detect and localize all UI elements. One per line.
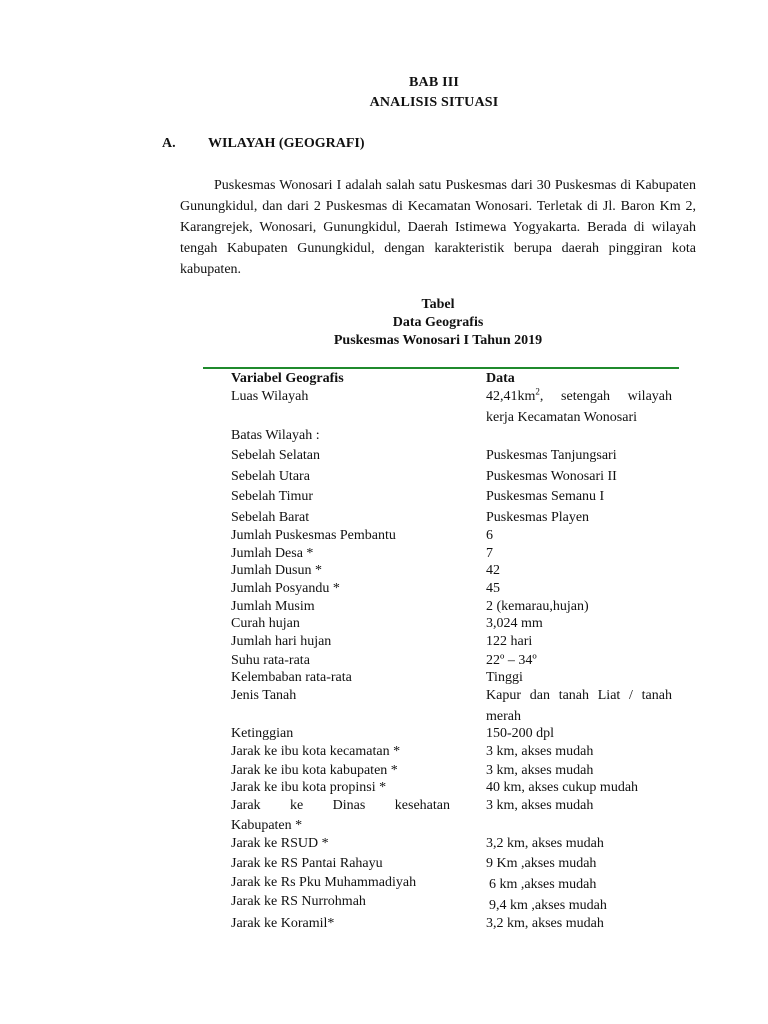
table-row-value: 3 km, akses mudah [486,744,594,759]
table-row-label: Jarak ke ibu kota kecamatan * [231,744,401,759]
table-row-value [486,687,672,705]
table-row-value: 3,2 km, akses mudah [486,916,604,931]
table-row-label: Batas Wilayah : [231,428,320,443]
luas-value-line1: $42,41km^2$, setengah wilayah [486,386,672,404]
table-row-label: Jarak ke ibu kota kabupaten * [231,763,398,778]
table-header-data: Data [486,371,515,386]
table-row-label: Luas Wilayah [231,389,309,404]
intro-paragraph: Puskesmas Wonosari I adalah salah satu Puskesmas dari 30 Puskesmas di Kabupaten Gunungkidul, dan dari 2 Puskesmas di Kecamatan Wonosari. Terletak di Jl. Baron Km 2, Karangrejek, Wonosari, Gunungkidul, Daerah Istimewa Yogyakarta. Berada di wilayah tengah Kabupaten Gunungkidul, dengan karakteristik berupa daerah pinggiran kota kabupaten. [180,178,696,277]
table-caption-label: Tabel [421,297,455,312]
table-caption-title: Data Geografis [392,315,484,330]
dinkes-label-line2: Kabupaten * [231,818,303,833]
table-row-label: Sebelah Timur [231,489,314,504]
table-row-value: 6 km ,akses mudah [489,877,597,892]
table-row-value: 9,4 km ,akses mudah [489,898,607,913]
table-row-label: Sebelah Barat [231,510,310,525]
section-number: A. [162,136,176,151]
tanah-value-line1: Kapur dan tanah Liat / tanah [486,688,672,703]
table-row-value: 3 km, akses mudah [486,798,594,813]
table-row-label: Jumlah Puskesmas Pembantu [231,528,396,543]
table-row-value: 42 [486,563,500,578]
table-row-value: Tinggi [486,670,523,685]
table-top-rule [203,367,679,369]
table-header-variable: Variabel Geografis [231,371,344,386]
table-row-value: 9 Km ,akses mudah [486,856,597,871]
table-row-value: 3 km, akses mudah [486,763,594,778]
table-row-label: Jarak ke Koramil* [231,916,335,931]
table-row-label: Jenis Tanah [231,688,297,703]
table-row-value: 7 [486,546,493,561]
dinkes-label-line1: Jarak ke Dinas kesehatan [231,798,450,813]
table-row-value: 2 (kemarau,hujan) [486,599,589,614]
table-row-value: 22º – 34º [486,653,537,668]
table-row-value: Puskesmas Semanu I [486,489,605,504]
table-row-value: 45 [486,581,500,596]
table-row-label: Jumlah Dusun * [231,563,322,578]
table-row-label: Jumlah hari hujan [231,634,332,649]
table-row-label: Sebelah Selatan [231,448,321,463]
table-row-label: Jumlah Posyandu * [231,581,340,596]
table-row-label: Ketinggian [231,726,294,741]
table-row-label: Jumlah Desa * [231,546,314,561]
table-row-value: 3,024 mm [486,616,543,631]
chapter-number: BAB III [408,75,460,90]
tanah-value-line2: merah [486,709,521,724]
table-row-label: Jarak ke ibu kota propinsi * [231,780,387,795]
table-row-value [486,388,672,406]
table-row-label: Jumlah Musim [231,599,315,614]
table-row-label: Suhu rata-rata [231,653,310,668]
table-row-value: Puskesmas Wonosari II [486,469,617,484]
table-row-value: 6 [486,528,493,543]
chapter-title: ANALISIS SITUASI [369,95,499,110]
table-row-label: Jarak ke Rs Pku Muhammadiyah [231,875,417,890]
table-row-value: 40 km, akses cukup mudah [486,780,639,795]
table-row-label: Jarak ke RS Pantai Rahayu [231,856,383,871]
table-row-value: 150-200 dpl [486,726,555,741]
table-row-value: 3,2 km, akses mudah [486,836,604,851]
table-row-value: 122 hari [486,634,533,649]
table-caption-subtitle: Puskesmas Wonosari I Tahun 2019 [333,333,543,348]
section-heading [162,136,365,152]
table-row-label: Jarak ke RS Nurrohmah [231,894,366,909]
table-row-label: Curah hujan [231,616,300,631]
section-title: WILAYAH (GEOGRAFI) [208,136,365,151]
table-row-label: Kelembaban rata-rata [231,670,352,685]
table-row-value: Puskesmas Playen [486,510,590,525]
table-row-label: Jarak ke RSUD * [231,836,329,851]
table-row-value: Puskesmas Tanjungsari [486,448,617,463]
table-row-label: Sebelah Utara [231,469,310,484]
table-row-label [231,797,450,815]
luas-value-line2: kerja Kecamatan Wonosari [486,410,637,425]
